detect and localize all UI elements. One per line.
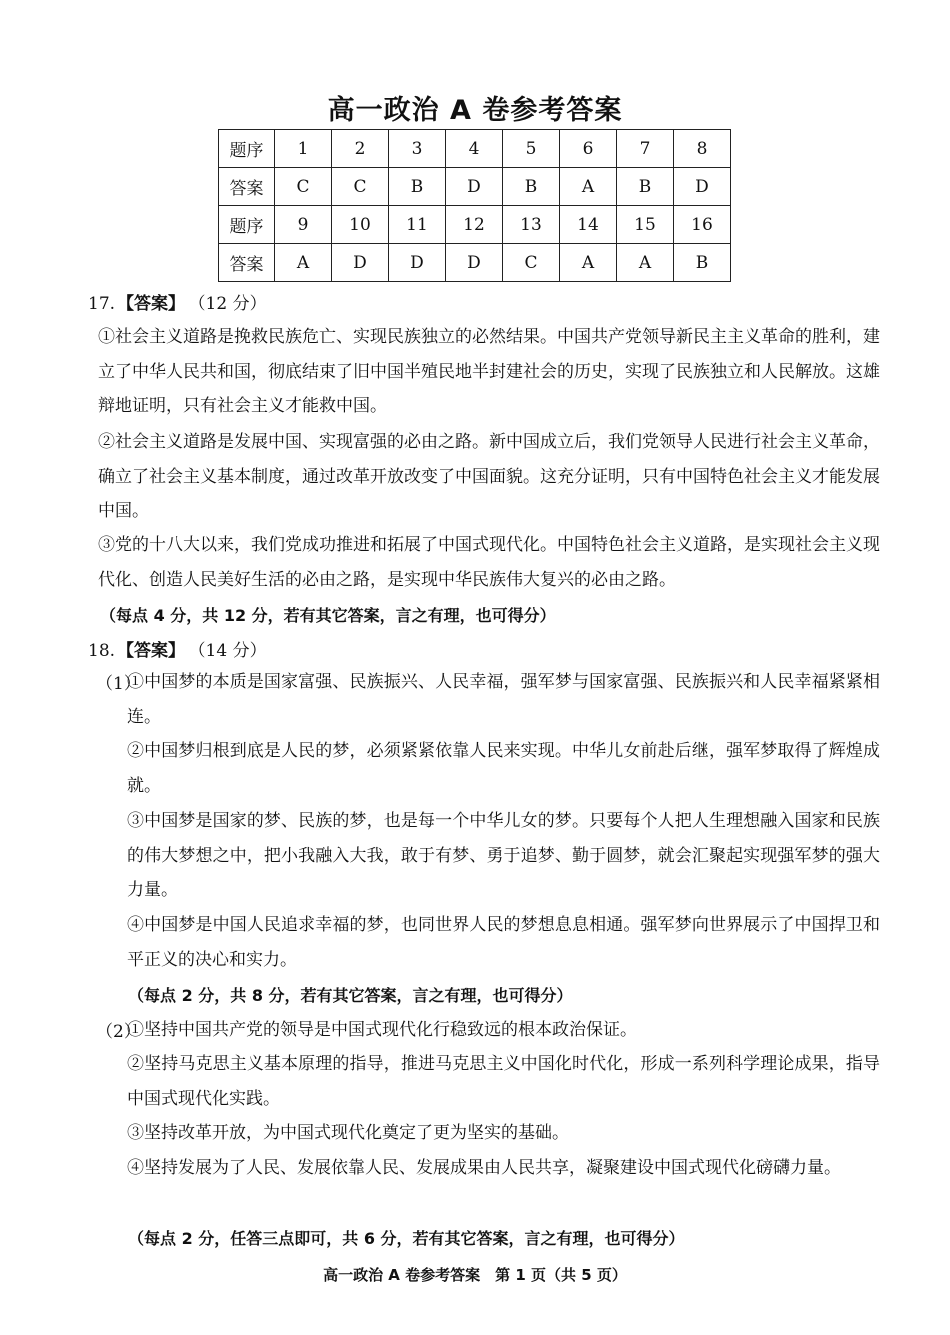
q18-part1-label: （1） — [96, 674, 141, 694]
q18-part2-point-4: ④坚持发展为了人民、发展依靠人民、发展成果由人民共享，凝聚建设中国式现代化磅礴力量。 — [127, 1158, 841, 1178]
table-cell: 15 — [617, 206, 674, 244]
q17-number: 17. — [88, 294, 116, 314]
q18-part1-point-3: ③中国梦是国家的梦、民族的梦，也是每一个中华儿女的梦。只要每个人把人生理想融入国家和民族的伟大梦想之中，把小我融入大我，敢于有梦、勇于追梦、勤于圆梦，就会汇聚起实现强军梦的强大力量。 — [127, 811, 880, 900]
table-cell: D — [389, 244, 446, 282]
table-cell: 答案 — [219, 244, 275, 282]
q18-part2-label: （2） — [96, 1022, 141, 1042]
q17-point-3: ③党的十八大以来，我们党成功推进和拓展了中国式现代化。中国特色社会主义道路，是实现社会主义现代化、创造人民美好生活的必由之路，是实现中华民族伟大复兴的必由之路。 — [98, 535, 880, 590]
table-cell: A — [560, 168, 617, 206]
table-cell: D — [446, 168, 503, 206]
table-cell: 11 — [389, 206, 446, 244]
table-cell: 2 — [332, 130, 389, 168]
page-footer: 高一政治 A 卷参考答案 第 1 页（共 5 页） — [323, 1266, 627, 1284]
table-cell: B — [503, 168, 560, 206]
q18-part2-point-1: ①坚持中国共产党的领导是中国式现代化行稳致远的根本政治保证。 — [127, 1020, 637, 1040]
table-cell: 3 — [389, 130, 446, 168]
table-cell: 题序 — [219, 130, 275, 168]
q18-answer-label: 【答案】 — [117, 641, 186, 661]
table-cell: 12 — [446, 206, 503, 244]
q17-score: （12 分） — [197, 294, 267, 314]
table-cell: 4 — [446, 130, 503, 168]
table-cell: 16 — [674, 206, 731, 244]
table-cell: B — [617, 168, 674, 206]
q18-part1-scoring-note: （每点 2 分，共 8 分，若有其它答案，言之有理，也可得分） — [128, 986, 573, 1005]
table-cell: B — [389, 168, 446, 206]
table-cell: D — [674, 168, 731, 206]
table-cell: 14 — [560, 206, 617, 244]
table-cell: 9 — [275, 206, 332, 244]
table-cell: A — [617, 244, 674, 282]
q18-heading — [88, 636, 267, 661]
table-cell: 答案 — [219, 168, 275, 206]
table-row — [219, 130, 731, 168]
answer-table — [218, 129, 731, 282]
table-cell: C — [503, 244, 560, 282]
q17-point-1: ①社会主义道路是挽救民族危亡、实现民族独立的必然结果。中国共产党领导新民主主义革命的胜利，建立了中华人民共和国，彻底结束了旧中国半殖民地半封建社会的历史，实现了民族独立和人民解放。这雄辩地证明，只有社会主义才能救中国。 — [98, 327, 880, 416]
table-cell: 题序 — [219, 206, 275, 244]
q18-part1-point-1: ①中国梦的本质是国家富强、民族振兴、人民幸福，强军梦与国家富强、民族振兴和人民幸福紧紧相连。 — [127, 672, 880, 727]
q18-score: （14 分） — [197, 641, 267, 661]
q17-heading — [88, 289, 267, 314]
q18-part2-point-2: ②坚持马克思主义基本原理的指导，推进马克思主义中国化时代化，形成一系列科学理论成果，指导中国式现代化实践。 — [127, 1054, 880, 1109]
table-cell: 1 — [275, 130, 332, 168]
table-cell: A — [275, 244, 332, 282]
q18-part2-point-3: ③坚持改革开放，为中国式现代化奠定了更为坚实的基础。 — [127, 1123, 569, 1143]
table-cell: 8 — [674, 130, 731, 168]
q18-part1-point-2: ②中国梦归根到底是人民的梦，必须紧紧依靠人民来实现。中华儿女前赴后继，强军梦取得了辉煌成就。 — [127, 741, 880, 796]
page-title: 高一政治 A 卷参考答案 — [327, 95, 623, 126]
table-row — [219, 168, 731, 206]
table-cell: 5 — [503, 130, 560, 168]
table-cell: 13 — [503, 206, 560, 244]
table-cell: C — [275, 168, 332, 206]
table-cell: 7 — [617, 130, 674, 168]
table-cell: C — [332, 168, 389, 206]
table-cell: D — [332, 244, 389, 282]
table-cell: B — [674, 244, 731, 282]
q17-answer-label: 【答案】 — [117, 294, 186, 314]
table-row — [219, 244, 731, 282]
q18-part2-scoring-note: （每点 2 分，任答三点即可，共 6 分，若有其它答案，言之有理，也可得分） — [128, 1229, 685, 1248]
table-cell: D — [446, 244, 503, 282]
table-row — [219, 206, 731, 244]
q18-part1-point-4: ④中国梦是中国人民追求幸福的梦，也同世界人民的梦想息息相通。强军梦向世界展示了中国捍卫和平正义的决心和实力。 — [127, 915, 880, 970]
q18-number: 18. — [88, 641, 116, 661]
q17-scoring-note: （每点 4 分，共 12 分，若有其它答案，言之有理，也可得分） — [100, 606, 556, 625]
q17-point-2: ②社会主义道路是发展中国、实现富强的必由之路。新中国成立后，我们党领导人民进行社会主义革命，确立了社会主义基本制度，通过改革开放改变了中国面貌。这充分证明，只有中国特色社会主义才能发展中国。 — [98, 432, 880, 521]
table-cell: 6 — [560, 130, 617, 168]
table-cell: A — [560, 244, 617, 282]
table-cell: 10 — [332, 206, 389, 244]
